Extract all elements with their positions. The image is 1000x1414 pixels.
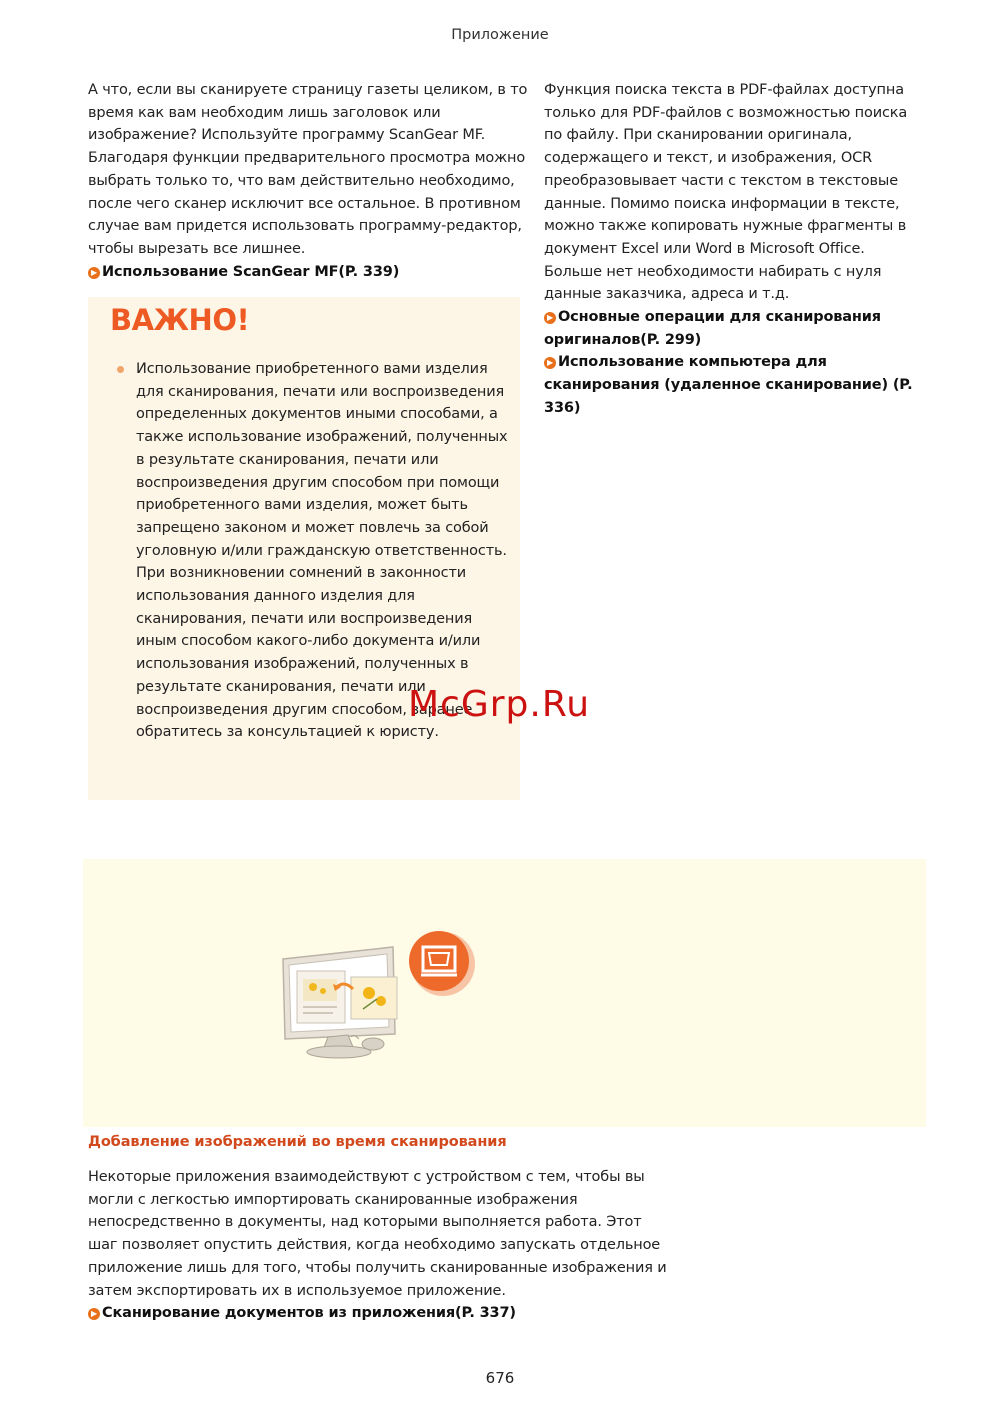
watermark: McGrp.Ru — [408, 684, 591, 725]
scangear-link[interactable] — [88, 261, 528, 284]
arrow-right-icon: ▶ — [88, 1308, 100, 1320]
left-paragraph: А что, если вы сканируете страницу газеты целиком, в то время как вам необходим лишь заголовок или изображение? Используйте программу ScanGear MF. Благодаря функции предварительного просмотра можно выбрать только то, что вам действительно необходимо, после чего сканер исключит все остальное. В противном случае вам придется использовать программу-редактор, чтобы вырезать все лишнее. — [88, 82, 528, 257]
section-paragraph: Некоторые приложения взаимодействуют с устройством с тем, чтобы вы могли с легкостью импортировать сканированные изображения непосредственно в документы, над которыми выполняется работа. Этот шаг позволяет опустить действия, когда необходимо запускать отдельное приложение лишь для того, чтобы получить сканированные изображения и затем экспортировать их в используемое приложение. — [88, 1169, 667, 1299]
arrow-right-icon: ▶ — [88, 267, 100, 279]
bullet-icon — [117, 366, 124, 373]
remote-scan-link-label: Использование компьютера для сканирования (удаленное сканирование) (P. 336) — [544, 354, 913, 416]
illustration-banner — [83, 859, 926, 1127]
important-title: ВАЖНО! — [110, 303, 250, 337]
scan-from-app-link[interactable] — [88, 1302, 668, 1325]
scan-from-app-link-label: Сканирование документов из приложения(P. 337) — [102, 1305, 516, 1322]
section-body — [88, 1166, 668, 1325]
page-header-title: Приложение — [451, 27, 549, 43]
left-column — [88, 79, 528, 283]
basic-scan-link[interactable] — [544, 306, 916, 351]
right-column — [544, 79, 916, 420]
arrow-right-icon: ▶ — [544, 312, 556, 324]
scangear-link-label: Использование ScanGear MF(P. 339) — [102, 263, 400, 280]
computer-scan-illustration-icon — [273, 929, 483, 1069]
remote-scan-link[interactable] — [544, 351, 916, 419]
page-number: 676 — [485, 1369, 515, 1387]
basic-scan-link-label: Основные операции для сканирования оригиналов(P. 299) — [544, 309, 881, 348]
right-paragraph: Функция поиска текста в PDF-файлах доступна только для PDF-файлов с возможностью поиска по файлу. При сканировании оригинала, содержащего и текст, и изображения, OCR преобразовывает части с текстом в текстовые данные. Помимо поиска информации в тексте, можно также копировать нужные фрагменты в документ Excel или Word в Microsoft Office. Больше нет необходимости набирать с нуля данные заказчика, адреса и т.д. — [544, 82, 908, 303]
important-item-text: Использование приобретенного вами изделия для сканирования, печати или воспроизведения определенных документов иными способами, а также использование изображений, полученных в результате сканирования, печати или воспроизведения другим способом при помощи приобретенного вами изделия, может быть запрещено законом и может повлечь за собой уголовную и/или гражданскую ответственность. При возникновении сомнений в законности использования данного изделия для сканирования, печати или воспроизведения иным способом какого-либо документа и/или использования изображений, полученных в результате сканирования, печати или воспроизведения другим способом, заранее обратитесь за консультацией к юристу. — [136, 361, 508, 741]
arrow-right-icon: ▶ — [544, 357, 556, 369]
section-title: Добавление изображений во время сканирования — [88, 1134, 507, 1150]
